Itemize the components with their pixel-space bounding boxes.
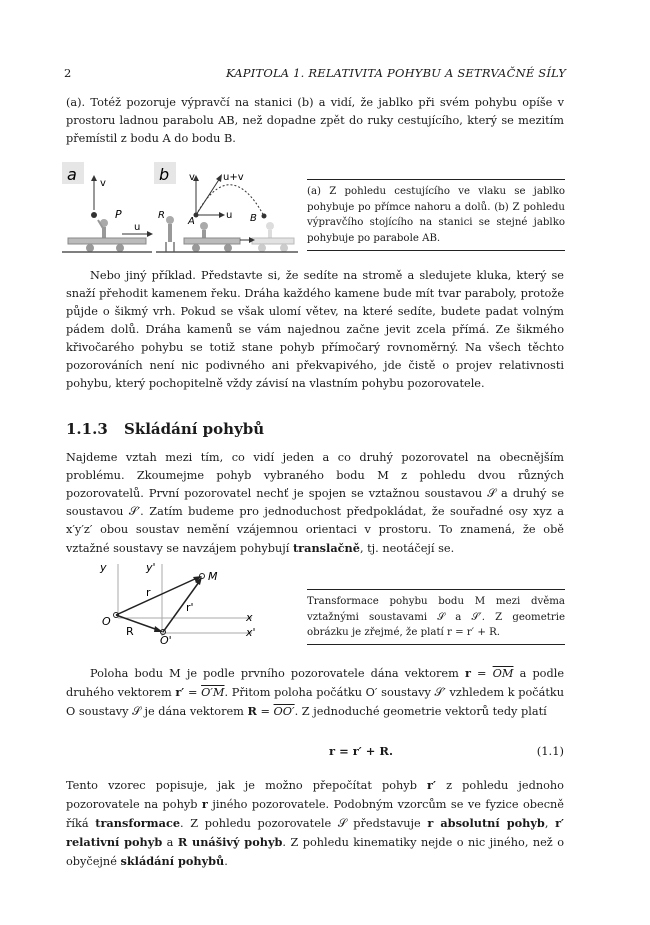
label-B: B (250, 213, 257, 224)
p5-bold-5: r′ relativní pohyb (66, 816, 565, 849)
paragraph-1: (a). Totéž pozoruje výpravčí na stanici (b) a vidí, že jablko při svém pohybu opíše v prostoru ladnou parabolu AB, než dopadne zpět do ruky cestujícího, který se mezitím přemístil z bodu A do bodu B. (66, 96, 564, 145)
p5-text-4: . Z pohledu pozorovatele 𝒮 představuje (180, 817, 428, 830)
p4-text-1: Poloha bodu M je podle prvního pozorovatele dána vektorem (90, 667, 465, 680)
vector-R (116, 615, 158, 630)
paragraph-2: Nebo jiný příklad. Představte si, že sedíte na stromě a sledujete kluka, který se snaží přehodit kamenem řeku. Dráha každého kamene bude mít tvar paraboly, protože půjde o šikmý vrh. Pokud se však ulomí větev, na které sedíte, budete padat volným pádem dolů. Dráha kamenů se vám najednou začne jevit zcela přímá. Ze šikmého křivočarého pohybu se totiž stane pohyb přímočarý rovnoměrný. Na všech těchto pozorováních není nic podivného ani překvapivého, jde čistě o projev relativnosti pohybu, který pochopitelně vždy závisí na vlastním pohybu pozorovatele. (66, 269, 564, 390)
train-car-a (68, 238, 146, 244)
label-O: O (102, 615, 111, 628)
chapter-title: KAPITOLA 1. RELATIVITA POHYBU A SETRVAČNÉ SÍLY (225, 66, 566, 80)
p4-vector-R: R (247, 704, 257, 718)
label-u-plus-v: u+v (223, 172, 244, 183)
paragraph-4 (66, 664, 564, 721)
p5-text-1: Tento vzorec popisuje, jak je možno přepočítat pohyb (66, 779, 428, 792)
resultant-arrow (196, 178, 220, 215)
label-P: P (115, 208, 122, 221)
p5-bold-1: r′ (427, 778, 436, 792)
p5-text-2: z pohledu jednoho pozorovatele na pohyb (66, 779, 564, 811)
p4-vector-r-prime: r′ (175, 685, 185, 699)
paragraph-3-text: Najdeme vztah mezi tím, co vidí jeden a co druhý pozorovatel na obecnějším problému. Zkoumejme pohyb vybraného bodu M z pohledu dvou různých pozorovatelů. První pozorovatel nechť je spojen se vztažnou soustavou 𝒮 a druhý se soustavou 𝒮′. Zatím budeme pro jednoduchost předpokládat, že souřadné osy xyz a x′y′z′ obou soustav nemění vzájemnou orientaci v prostoru. To znamená, že obě vztažné soustavy se navzájem pohybují (66, 451, 564, 555)
paragraph-5 (66, 776, 564, 871)
label-u: u (134, 222, 141, 233)
panel-a-label: a (67, 165, 77, 184)
p5-bold-3: transformace (95, 816, 181, 830)
label-u-b: u (226, 210, 233, 221)
p5-text-3: jiného pozorovatele. Podobným vzorcům se ve fyzice obecně říká (66, 798, 564, 830)
p4-vector-OOp: OO′ (273, 705, 295, 718)
label-R-vector: R (126, 625, 134, 638)
p5-text-8: . (224, 855, 228, 868)
train-car-b1 (184, 238, 240, 244)
label-x: x (246, 611, 253, 624)
section-heading (66, 420, 264, 438)
equation-formula: r = r′ + R. (329, 744, 393, 758)
p5-bold-4: r absolutní pohyb (427, 816, 545, 830)
figure-2-caption: Transformace pohybu bodu M mezi dvěma vztažnými soustavami 𝒮 a 𝒮′. Z geometrie obrázku je zřejmé, že platí r = r′ + R. (307, 589, 565, 645)
label-A: A (188, 216, 195, 227)
p5-text-6: a (162, 836, 178, 849)
vector-r (116, 578, 197, 615)
label-O-prime: O' (160, 634, 172, 647)
p4-eq-2: = (184, 686, 202, 699)
label-r: r (146, 586, 151, 599)
equation-1-1 (66, 744, 564, 762)
p4-eq-1: = (470, 667, 493, 680)
panel-b-label: b (159, 165, 170, 184)
equation-number: (1.1) (536, 744, 564, 758)
p4-eq-3: = (256, 705, 274, 718)
train-car-b2 (252, 238, 294, 244)
section-title: Skládání pohybů (124, 420, 265, 438)
p5-text-7: . Z pohledu kinematiky nejde o nic jiného, než o obyčejné (66, 836, 564, 868)
page-number: 2 (64, 66, 72, 80)
label-y: y (100, 561, 107, 574)
p5-bold-7: skládání pohybů (120, 854, 225, 868)
p5-bold-6: R unášivý pohyb (177, 835, 283, 849)
label-r-prime: r' (186, 601, 194, 614)
p5-bold-2: r (201, 797, 208, 811)
figure-reference-frames (100, 558, 270, 646)
p4-text-2: a podle druhého vektorem (66, 667, 565, 699)
figure-train-apple (62, 160, 302, 260)
label-x-prime: x' (246, 626, 256, 639)
apple-a (91, 212, 97, 218)
p5-text-5: , (544, 817, 556, 830)
figure-1-caption: (a) Z pohledu cestujícího ve vlaku se jablko pohybuje po přímce nahoru a dolů. (b) Z pohledu výpravčího stojícího na stanici se stejné jablko pohybuje po parabole AB. (307, 179, 565, 251)
dispatcher (166, 216, 174, 224)
section-number: 1.1.3 (66, 420, 108, 438)
p4-vector-OpM: O′M (201, 686, 225, 699)
paragraph-3 (66, 449, 564, 558)
label-v-b: v (189, 172, 195, 183)
paragraph-3-end: , tj. neotáčejí se. (359, 542, 455, 555)
vector-r-prime (163, 582, 199, 632)
term-translacne: translačně (292, 541, 360, 555)
p4-vector-OM: $\overline{OM}$ (492, 667, 514, 680)
p4-vector-r: r (464, 666, 471, 680)
p4-text-4: . Z jednoduché geometrie vektorů tedy platí (294, 705, 547, 718)
p4-text-3: . Přitom poloha počátku O′ soustavy 𝒮′ vzhledem k počátku O soustavy 𝒮 je dána vektorem (66, 686, 564, 718)
label-y-prime: y' (146, 561, 156, 574)
label-R: R (158, 210, 165, 221)
label-v: v (100, 178, 106, 189)
label-M: M (208, 570, 218, 583)
